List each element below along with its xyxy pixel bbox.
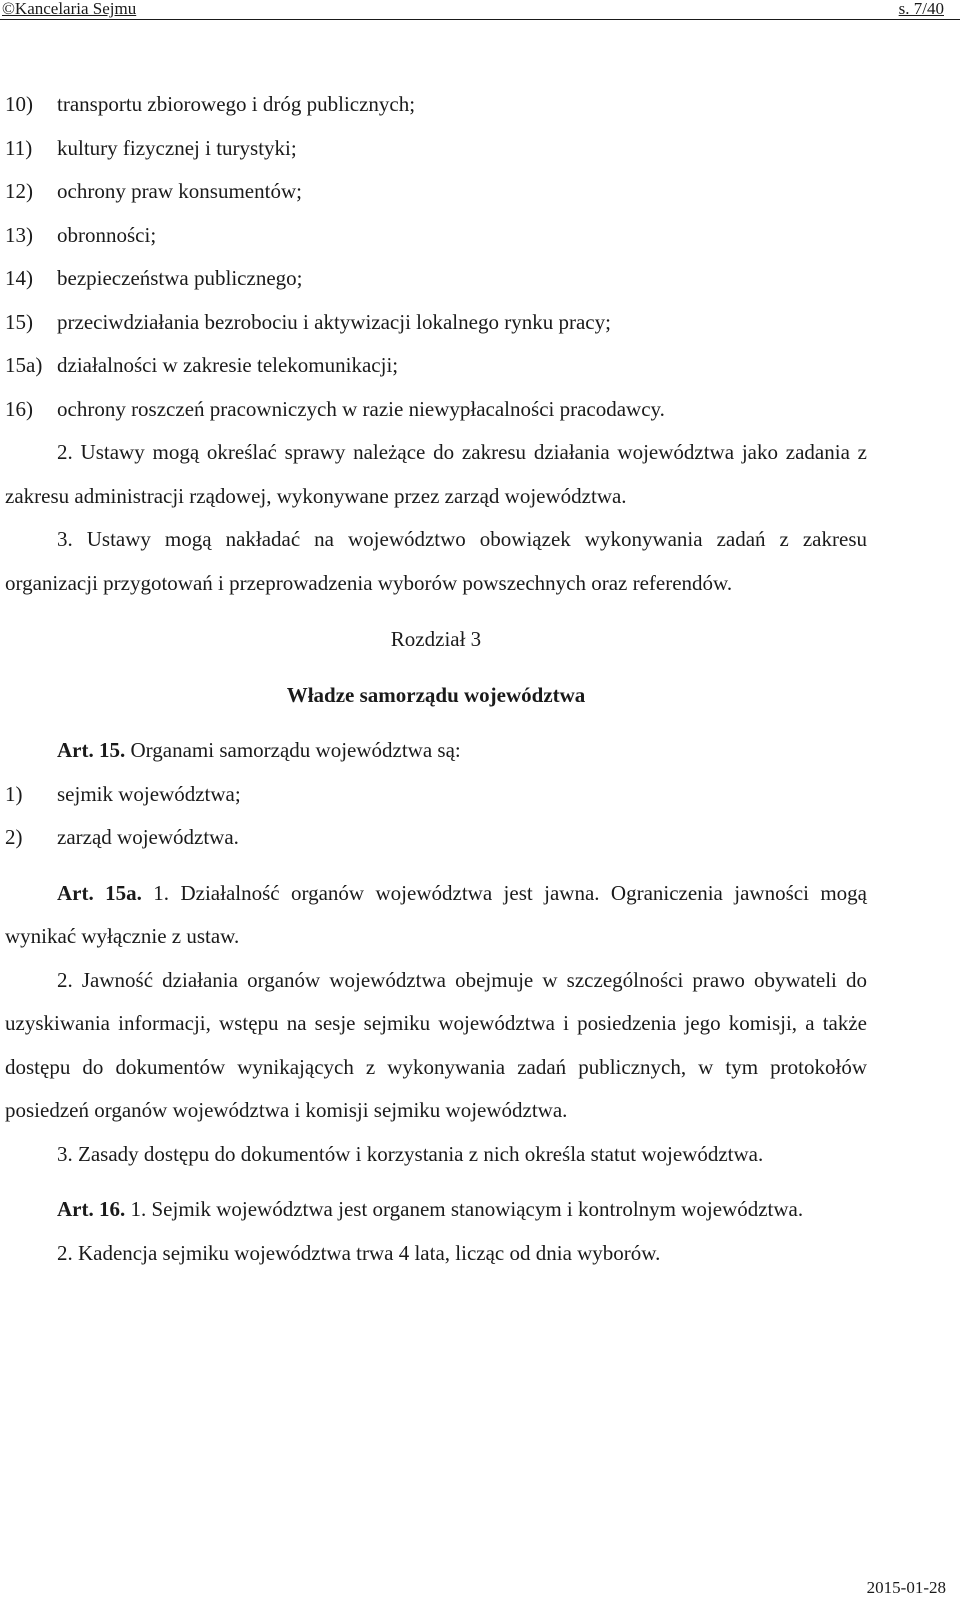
list-item-text: transportu zbiorowego i dróg publicznych;	[57, 92, 416, 116]
list-item-text: sejmik województwa;	[57, 781, 241, 806]
list-item-number: 15)	[5, 309, 33, 334]
document-date: 2015-01-28	[866, 1578, 946, 1597]
article-text: 1. Działalność organów województwa jest jawna. Ograniczenia jawności mogą wynikać wyłącznie z ustaw.	[5, 880, 867, 948]
article-15a-paragraph-2: 2. Jawność działania organów województwa obejmuje w szczególności prawo obywateli do uzyskiwania informacji, wstępu na sesje sejmiku województwa i posiedzenia jego komisji, a także dostępu do dokumentów wynikających z wykonywania zadań publicznych, w tym protokołów posiedzeń organów województwa i komisji sejmiku województwa.	[5, 967, 867, 1122]
article-15a-paragraph-1	[5, 872, 867, 959]
list-item-number: 14)	[5, 266, 33, 290]
list-item-text: ochrony roszczeń pracowniczych w razie niewypłacalności pracodawcy.	[57, 396, 665, 421]
article-text: 1. Sejmik województwa jest organem stanowiącym i kontrolnym województwa.	[125, 1197, 804, 1221]
enumerated-list	[5, 83, 867, 431]
list-item-text: działalności w zakresie telekomunikacji;	[57, 353, 399, 377]
list-item	[5, 127, 867, 171]
list-item-text: obronności;	[57, 222, 157, 247]
list-item-number: 12)	[5, 179, 33, 203]
list-item-number: 10)	[5, 92, 33, 116]
list-item	[5, 388, 867, 432]
article-label: Art. 15a.	[57, 880, 142, 905]
article-label: Art. 15.	[57, 738, 126, 762]
document-body	[5, 83, 867, 1275]
page-header	[0, 0, 960, 22]
list-item	[5, 83, 867, 127]
article-16-paragraph-1	[5, 1188, 867, 1232]
list-item-text: ochrony praw konsumentów;	[57, 179, 302, 203]
list-item-number: 13)	[5, 222, 33, 247]
article-label: Art. 16.	[57, 1197, 126, 1221]
list-item-text: kultury fizycznej i turystyki;	[57, 135, 297, 160]
chapter-title: Władze samorządu województwa	[286, 682, 586, 707]
list-item-number: 16)	[5, 396, 33, 421]
list-item-number: 15a)	[5, 353, 43, 377]
list-item-text: zarząd województwa.	[57, 825, 239, 849]
list-item	[5, 344, 867, 388]
list-item	[5, 170, 867, 214]
paragraph-3: 3. Ustawy mogą nakładać na województwo obowiązek wykonywania zadań z zakresu organizacji przygotowań i przeprowadzenia wyborów powszechnych oraz referendów.	[5, 527, 867, 595]
header-divider	[0, 19, 960, 20]
chapter-label: Rozdział 3	[390, 627, 482, 651]
article-16-paragraph-2: 2. Kadencja sejmiku województwa trwa 4 lata, licząc od dnia wyborów.	[57, 1240, 661, 1265]
list-item-text: przeciwdziałania bezrobociu i aktywizacji lokalnego rynku pracy;	[57, 309, 611, 334]
list-item	[5, 773, 867, 817]
list-item-number: 2)	[5, 825, 23, 849]
list-item-number: 1)	[5, 781, 23, 806]
list-item	[5, 816, 867, 860]
list-item	[5, 301, 867, 345]
list-item-text: bezpieczeństwa publicznego;	[57, 266, 303, 290]
page-number: s. 7/40	[898, 0, 944, 18]
publisher-label: ©Kancelaria Sejmu	[2, 0, 137, 18]
list-item	[5, 214, 867, 258]
paragraph-2: 2. Ustawy mogą określać sprawy należące do zakresu działania województwa jako zadania z zakresu administracji rządowej, wykonywane przez zarząd województwa.	[5, 440, 867, 508]
article-15	[5, 729, 867, 773]
list-item	[5, 257, 867, 301]
list-item-number: 11)	[5, 135, 33, 160]
article-text: Organami samorządu województwa są:	[125, 738, 461, 762]
article-15a-paragraph-3: 3. Zasady dostępu do dokumentów i korzystania z nich określa statut województwa.	[57, 1141, 764, 1166]
